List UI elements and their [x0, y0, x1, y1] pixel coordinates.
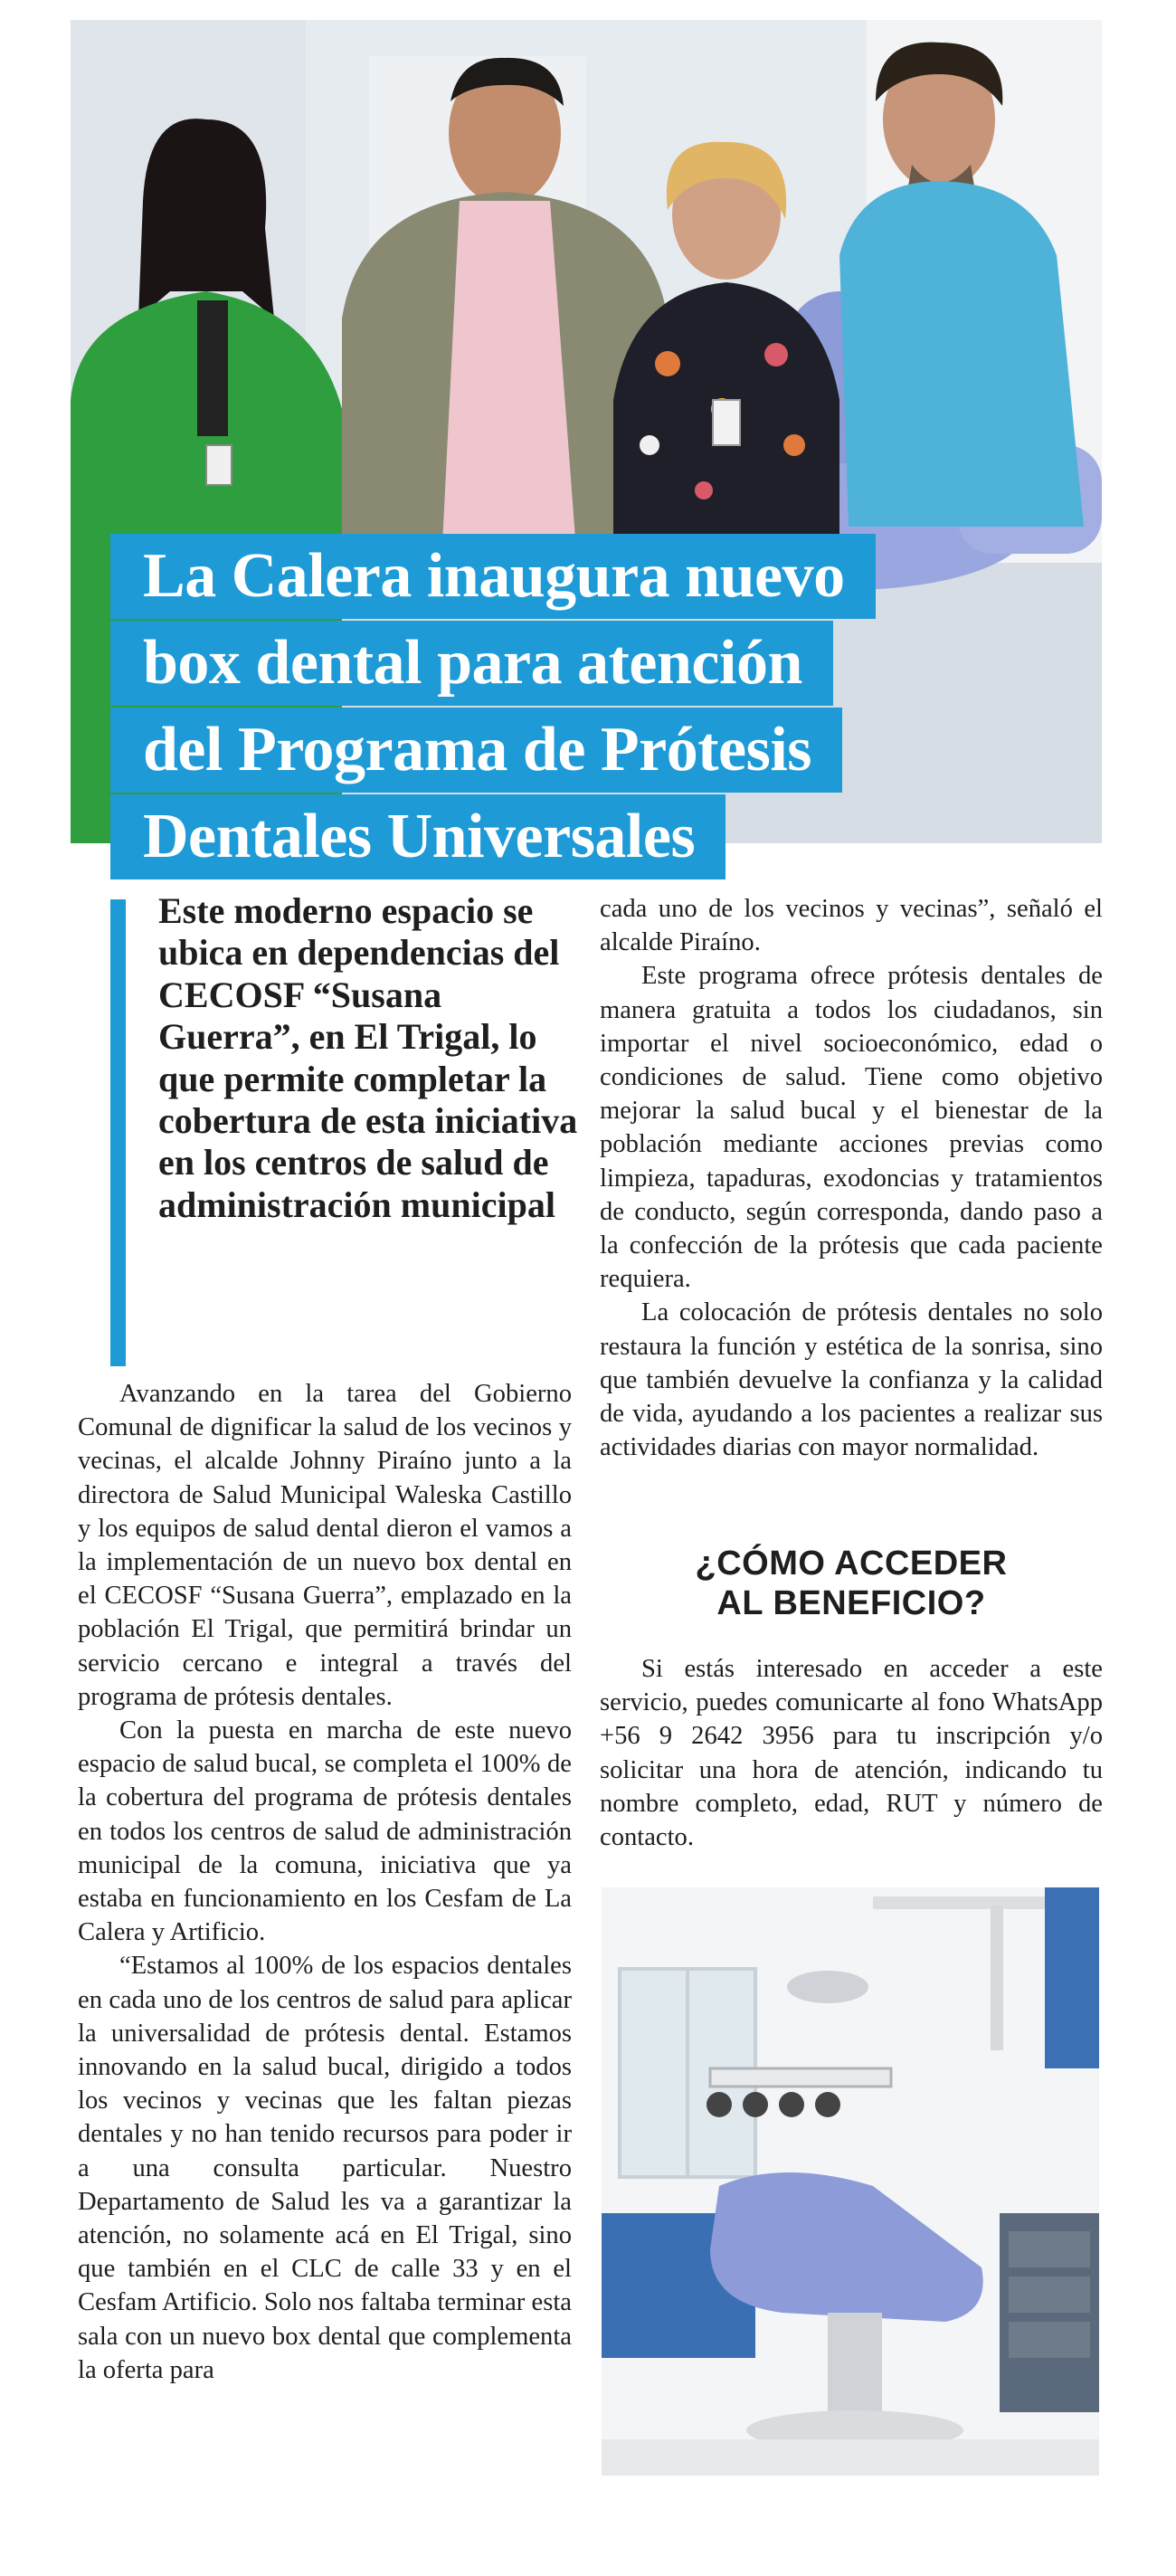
headline-line-4: Dentales Universales — [110, 794, 726, 879]
lead-paragraph: Este moderno espacio se ubica en dependencias del CECOSF “Susana Guerra”, en El Trigal, lo que permite completar la cobertura de esta iniciativa en los centros de salud de administración municipal — [158, 890, 578, 1225]
subheading-line-1: ¿CÓMO ACCEDER — [695, 1545, 1008, 1583]
headline-line-2: box dental para atención — [110, 621, 833, 706]
subheading-line-2: AL BENEFICIO? — [716, 1584, 986, 1622]
headline-line-1: La Calera inaugura nuevo — [110, 534, 876, 619]
body-paragraph: Este programa ofrece prótesis dentales de manera gratuita a todos los ciudadanos, sin importar el nivel socioeconómico, edad o condiciones de salud. Tiene como objetivo mejorar la salud bucal y el bienestar de la población mediante acciones previas como limpieza, tapaduras, exodoncias y tratamientos de conducto, según corresponda, dando paso a la confección de la prótesis que cada paciente requiera. — [600, 962, 1103, 1294]
access-info — [600, 1652, 1103, 1854]
body-paragraph: La colocación de prótesis dentales no solo restaura la función y estética de la sonrisa, sino que también devuelve la confianza y la calidad de vida, ayudando a los pacientes a realizar sus actividades diarias con mayor normalidad. — [600, 1298, 1103, 1462]
body-paragraph: cada uno de los vecinos y vecinas”, señaló el alcalde Piraíno. — [600, 895, 1103, 957]
body-paragraph: Avanzando en la tarea del Gobierno Comunal de dignificar la salud de los vecinos y vecinas, el alcalde Johnny Piraíno junto a la directora de Salud Municipal Waleska Castillo y los equipos de salud dental dieron el vamos a la implementación de un nuevo box dental en el CECOSF “Susana Guerra”, emplazado en la población El Trigal, que permitirá brindar un servicio cercano e integral a través del programa de prótesis dentales. — [78, 1380, 572, 1711]
body-column-left — [78, 1377, 572, 2387]
body-paragraph: Con la puesta en marcha de este nuevo espacio de salud bucal, se completa el 100% de la cobertura del programa de prótesis dentales en todos los centros de salud de administración municipal de la comuna, iniciativa que ya estaba en funcionamiento en los Cesfam de La Calera y Artificio. — [78, 1716, 572, 1947]
lead-accent-bar — [110, 899, 126, 1366]
section-subheading — [600, 1544, 1103, 1623]
access-paragraph: Si estás interesado en acceder a este servicio, puedes comunicarte al fono WhatsApp +56 9 2642 3956 para tu inscripción y/o solicitar una hora de atención, indicando tu nombre completo, edad, RUT y número de contacto. — [600, 1655, 1103, 1852]
body-column-right — [600, 892, 1103, 1464]
body-paragraph: “Estamos al 100% de los espacios dentales en cada uno de los centros de salud para aplicar la universalidad de prótesis dental. Estamos innovando en la salud bucal, dirigido a todos los vecinos y vecinas que les faltan piezas dentales y no han tenido recursos para poder ir a una consulta particular. Nuestro Departamento de Salud les va a garantizar la atención, no solamente acá en El Trigal, sino que también en el CLC de calle 33 y en el Cesfam Artificio. Solo nos faltaba terminar esta sala con un nuevo box dental que complementa la oferta para — [78, 1952, 572, 2384]
headline-line-3: del Programa de Prótesis — [110, 708, 842, 793]
dental-box-photo — [602, 1887, 1099, 2476]
